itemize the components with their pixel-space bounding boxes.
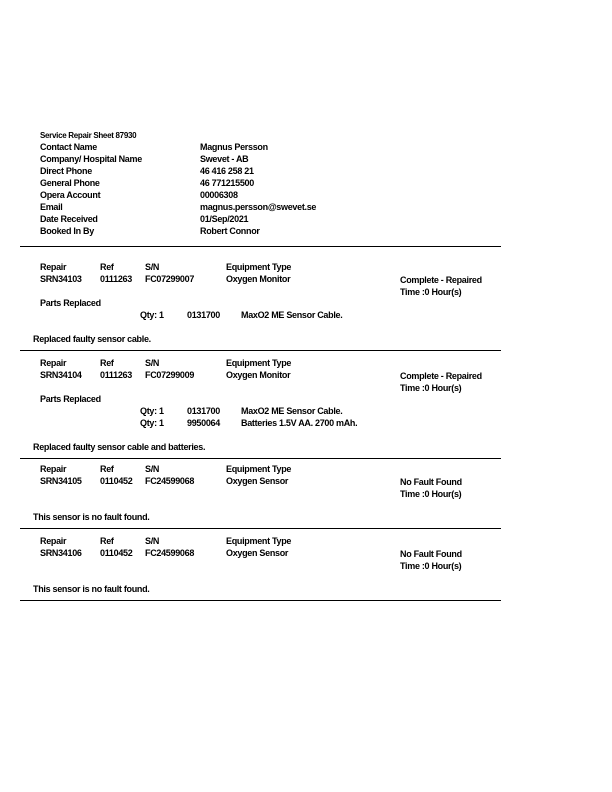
header-ref: Ref bbox=[100, 358, 114, 368]
divider bbox=[20, 528, 501, 529]
part-qty: Qty: 1 bbox=[140, 310, 164, 320]
field-label: Date Received bbox=[40, 214, 98, 224]
header-repair: Repair bbox=[40, 358, 67, 368]
field-value: Magnus Persson bbox=[200, 142, 268, 152]
field-value: 00006308 bbox=[200, 190, 238, 200]
serial-number: FC07299009 bbox=[145, 370, 195, 380]
header-ref: Ref bbox=[100, 464, 114, 474]
header-sn: S/N bbox=[145, 536, 160, 546]
ref-number: 0111263 bbox=[100, 274, 132, 284]
serial-number: FC07299007 bbox=[145, 274, 195, 284]
header-repair: Repair bbox=[40, 536, 67, 546]
repair-note: Replaced faulty sensor cable and batteries. bbox=[33, 442, 206, 452]
field-label: Opera Account bbox=[40, 190, 101, 200]
field-value: 46 771215500 bbox=[200, 178, 254, 188]
ref-number: 0110452 bbox=[100, 476, 133, 486]
header-repair: Repair bbox=[40, 262, 67, 272]
part-qty: Qty: 1 bbox=[140, 406, 164, 416]
part-code: 0131700 bbox=[187, 310, 220, 320]
equipment-type: Oxygen Sensor bbox=[226, 476, 289, 486]
field-value: Swevet - AB bbox=[200, 154, 249, 164]
header-ref: Ref bbox=[100, 536, 114, 546]
repair-status: No Fault Found bbox=[400, 549, 462, 559]
equipment-type: Oxygen Sensor bbox=[226, 548, 289, 558]
serial-number: FC24599068 bbox=[145, 548, 195, 558]
part-description: Batteries 1.5V AA. 2700 mAh. bbox=[241, 418, 358, 428]
equipment-type: Oxygen Monitor bbox=[226, 370, 291, 380]
ref-number: 0111263 bbox=[100, 370, 132, 380]
repair-number: SRN34106 bbox=[40, 548, 82, 558]
divider bbox=[20, 246, 501, 247]
header-equipment-type: Equipment Type bbox=[226, 262, 292, 272]
field-label: General Phone bbox=[40, 178, 100, 188]
divider bbox=[20, 600, 501, 601]
field-label: Email bbox=[40, 202, 63, 212]
header-sn: S/N bbox=[145, 262, 160, 272]
ref-number: 0110452 bbox=[100, 548, 133, 558]
header-equipment-type: Equipment Type bbox=[226, 464, 292, 474]
divider bbox=[20, 350, 501, 351]
repair-status: Complete - Repaired bbox=[400, 275, 482, 285]
part-description: MaxO2 ME Sensor Cable. bbox=[241, 406, 343, 416]
field-label: Company/ Hospital Name bbox=[40, 154, 142, 164]
field-value: 01/Sep/2021 bbox=[200, 214, 249, 224]
repair-status: No Fault Found bbox=[400, 477, 462, 487]
header-sn: S/N bbox=[145, 358, 160, 368]
repair-time: Time :0 Hour(s) bbox=[400, 561, 462, 571]
repair-number: SRN34104 bbox=[40, 370, 82, 380]
parts-replaced-label: Parts Replaced bbox=[40, 394, 101, 404]
repair-note: This sensor is no fault found. bbox=[33, 584, 150, 594]
repair-status: Complete - Repaired bbox=[400, 371, 482, 381]
repair-number: SRN34103 bbox=[40, 274, 82, 284]
serial-number: FC24599068 bbox=[145, 476, 195, 486]
header-equipment-type: Equipment Type bbox=[226, 536, 292, 546]
repair-time: Time :0 Hour(s) bbox=[400, 489, 462, 499]
repair-time: Time :0 Hour(s) bbox=[400, 287, 462, 297]
divider bbox=[20, 458, 501, 459]
repair-note: Replaced faulty sensor cable. bbox=[33, 334, 151, 344]
field-label: Booked In By bbox=[40, 226, 94, 236]
field-label: Contact Name bbox=[40, 142, 97, 152]
part-code: 9950064 bbox=[187, 418, 220, 428]
parts-replaced-label: Parts Replaced bbox=[40, 298, 101, 308]
header-repair: Repair bbox=[40, 464, 67, 474]
part-code: 0131700 bbox=[187, 406, 220, 416]
repair-note: This sensor is no fault found. bbox=[33, 512, 150, 522]
header-equipment-type: Equipment Type bbox=[226, 358, 292, 368]
field-value: Robert Connor bbox=[200, 226, 260, 236]
part-qty: Qty: 1 bbox=[140, 418, 164, 428]
field-value: 46 416 258 21 bbox=[200, 166, 254, 176]
sheet-title: Service Repair Sheet 87930 bbox=[40, 131, 137, 140]
repair-time: Time :0 Hour(s) bbox=[400, 383, 462, 393]
part-description: MaxO2 ME Sensor Cable. bbox=[241, 310, 343, 320]
header-sn: S/N bbox=[145, 464, 160, 474]
field-value: magnus.persson@swevet.se bbox=[200, 202, 317, 212]
field-label: Direct Phone bbox=[40, 166, 92, 176]
repair-number: SRN34105 bbox=[40, 476, 82, 486]
equipment-type: Oxygen Monitor bbox=[226, 274, 291, 284]
header-ref: Ref bbox=[100, 262, 114, 272]
